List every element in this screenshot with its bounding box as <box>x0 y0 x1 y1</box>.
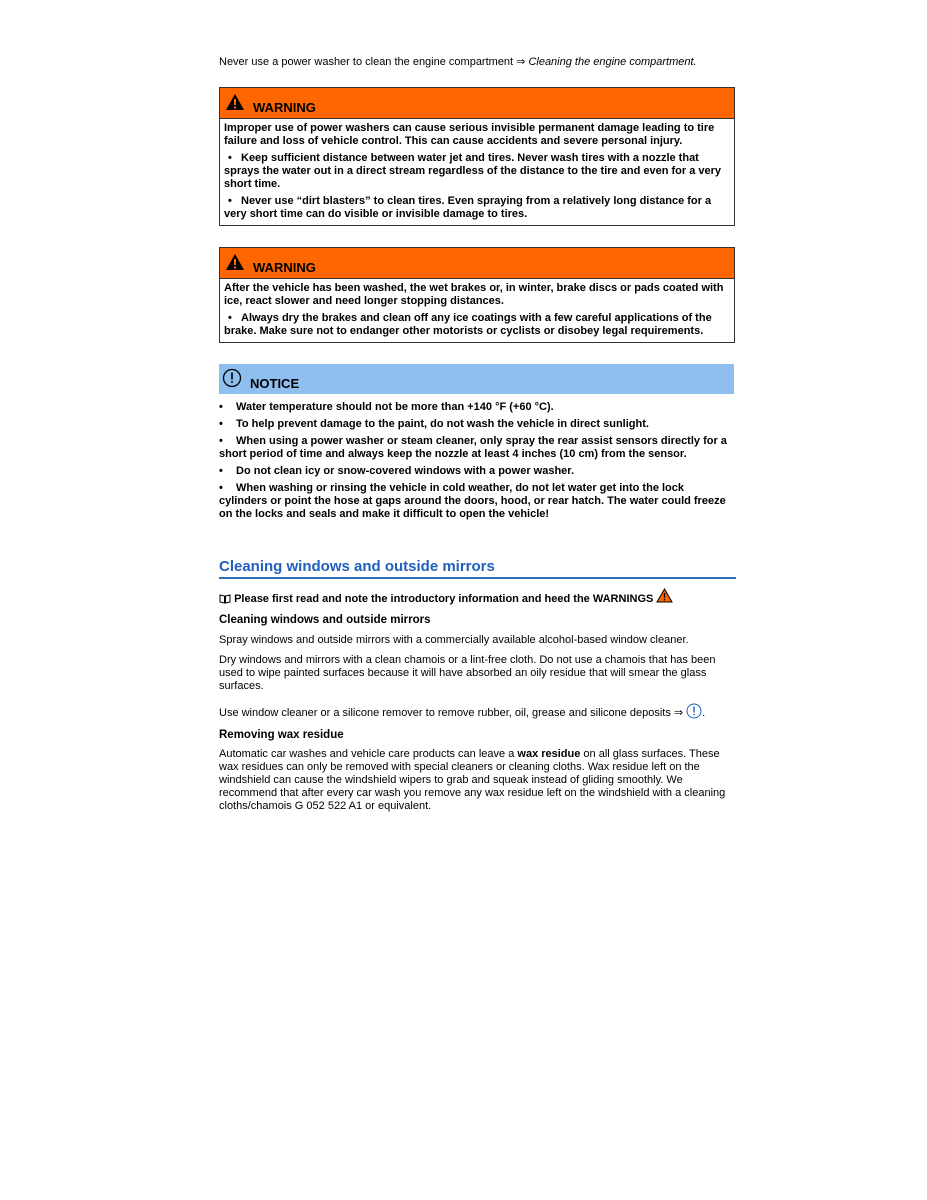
notice-item: • Water temperature should not be more than +140 °F (+60 °C). <box>219 401 554 413</box>
section-title: Cleaning windows and outside mirrors <box>219 558 736 579</box>
intro-paragraph <box>219 56 735 69</box>
warning-header <box>220 88 734 119</box>
book-icon <box>219 594 231 604</box>
notice-item: • To help prevent damage to the paint, do not wash the vehicle in direct sunlight. <box>219 418 649 430</box>
warning-item: • Always dry the brakes and clean off any ice coatings with a few careful applications of the brake. Make sure not to endanger other motorists or cyclists or disobey legal requirements. <box>224 312 712 337</box>
warning-body <box>220 279 734 342</box>
paragraph: Dry windows and mirrors with a clean chamois or a lint-free cloth. Do not use a chamois that has been used to wipe painted surfaces because it will have absorbed an oily residue that will smear the glass surfaces. <box>219 654 716 692</box>
warning-lead: After the vehicle has been washed, the wet brakes or, in winter, brake discs or pads coated with ice, react slower and need longer stopping distances. <box>224 282 724 307</box>
notice-header <box>219 364 734 394</box>
warning-title: WARNING <box>253 100 316 115</box>
warning-box-power-washer <box>219 87 735 226</box>
notice-item: • When washing or rinsing the vehicle in cold weather, do not let water get into the lock cylinders or point the hose at gaps around the doors, hood, or rear hatch. The water could freeze on the locks and seals and make it difficult to open the vehicle! <box>219 482 726 520</box>
notice-list <box>219 401 735 525</box>
warning-item: • Keep sufficient distance between water jet and tires. Never wash tires with a nozzle that sprays the water out in a direct stream regardless of the distance to the tire and even for a very short time. <box>224 152 721 190</box>
warning-triangle-icon[interactable] <box>656 588 673 603</box>
subheading-wax-residue: Removing wax residue <box>219 729 344 741</box>
notice-item: • When using a power washer or steam cleaner, only spray the rear assist sensors directly for a short period of time and always keep the nozzle at least 4 inches (10 cm) from the sensor. <box>219 435 727 460</box>
wax-residue-term: wax residue <box>517 748 581 760</box>
warning-item: • Never use “dirt blasters” to clean tires. Even spraying from a relatively long distance for a very short time can do visible or invisible damage to tires. <box>224 195 712 220</box>
notice-item: • Do not clean icy or snow-covered windows with a power washer. <box>219 465 575 477</box>
notice-title: NOTICE <box>250 376 300 391</box>
read-first-note <box>219 588 735 607</box>
paragraph-remover: Use window cleaner or a silicone remover to remove rubber, oil, grease and silicone deposits ⇒ . <box>219 703 735 720</box>
subheading-cleaning-windows: Cleaning windows and outside mirrors <box>219 614 431 626</box>
notice-exclamation-icon <box>222 368 242 388</box>
intro-cross-reference[interactable]: Cleaning the engine compartment. <box>528 56 697 68</box>
warning-header <box>220 248 734 279</box>
warning-lead: Improper use of power washers can cause serious invisible permanent damage leading to tire failure and loss of vehicle control. This can cause accidents and severe personal injury. <box>224 122 715 147</box>
notice-exclamation-icon[interactable] <box>686 703 702 719</box>
intro-text: Never use a power washer to clean the engine compartment ⇒ <box>219 56 529 68</box>
paragraph: Spray windows and outside mirrors with a commercially available alcohol-based window cleaner. <box>219 634 689 646</box>
warning-body <box>220 119 734 225</box>
warning-title: WARNING <box>253 260 316 275</box>
warning-triangle-icon <box>225 93 245 111</box>
paragraph-wax-residue: Automatic car washes and vehicle care products can leave a wax residue on all glass surfaces. These wax residues can only be removed with special cleaners or cleaning cloths. Wax residue left on the windshield can cause the windshield wipers to grab and squeak instead of gliding smoothly. We recommend that after every car wash you remove any wax residue left on the windshield with a cleaning cloths/chamois G 052 522 A1 or equivalent. <box>219 748 726 812</box>
warning-triangle-icon <box>225 253 245 271</box>
read-first-text: Please first read and note the introductory information and heed the WARNINGS <box>234 593 654 605</box>
warning-box-wet-brakes <box>219 247 735 343</box>
